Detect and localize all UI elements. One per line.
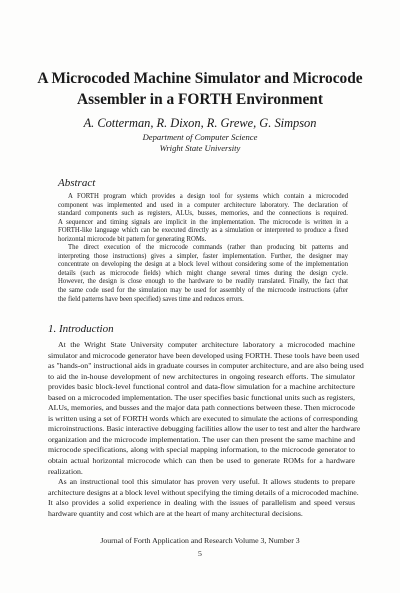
introduction-paragraph — [48, 477, 359, 519]
text-line: provides basic block-level functional control and data-flow simulation for a machine architecture — [48, 382, 355, 392]
text-line: The direct execution of the microcode commands (rather than producing bit patterns and — [68, 244, 348, 252]
text-line: standard components such as registers, ALUs, busses, memories, and the connections is required. — [58, 210, 348, 218]
introduction-paragraph — [48, 340, 364, 477]
text-line: to aid the in-house development of new architectures in ongoing research efforts. The simulator — [48, 371, 355, 381]
text-line: However, the design is close enough to the hardware to be readily translated. Finally, the fact that — [58, 278, 348, 286]
text-line: component was implemented and used in a computer architecture laboratory. The declaration of — [58, 201, 348, 209]
text-line: It also provides a solid experience in dealing with the issues of parallelism and speed versus — [48, 498, 355, 508]
text-line: FORTH-like language which can be executed directly as a simulation or interpreted to produce a fixed — [58, 227, 348, 235]
text-line: horizontal microcode bit pattern for generating ROMs. — [58, 235, 207, 243]
text-line: as "hands-on" instructional aids in graduate courses in computer architecture, and are also being used — [48, 361, 364, 371]
text-line: A sequencer and timing signals are implicit in the implementation. The microcode is written in a — [58, 218, 348, 226]
university: Wright State University — [159, 143, 241, 153]
text-line: based on a microcoded implementation. The user specifies basic functional units such as registers, — [48, 392, 355, 402]
text-line: realization. — [48, 466, 83, 476]
text-line: microinstructions. Basic interactive debugging facilities allow the user to test and alter the hardware — [48, 424, 361, 434]
text-line: ALUs, memories, and busses and the major data path connections between these. Then microcode — [48, 403, 355, 413]
text-line: the same code used for the simulation may be used for assembly of the microcode instructions (after — [58, 287, 348, 295]
title-line: A Microcoded Machine Simulator and Microcode — [37, 70, 363, 87]
text-line: interpreting those instructions) gives a simpler, faster implementation. Further, the designer may — [58, 252, 348, 260]
text-line: obtain actual horizontal microcode which can then be used to generate ROMs for a hardware — [48, 456, 355, 466]
text-line: hardware quantity and cost which are at the heart of many architectural decisions. — [48, 508, 303, 518]
text-line: As an instructional tool this simulator has proven very useful. It allows students to prepare — [58, 477, 355, 487]
text-line: microcode specifications, along with special mapping information, to the microcode generator to — [48, 445, 355, 455]
department: Department of Computer Science — [142, 132, 258, 142]
author-list: A. Cotterman, R. Dixon, R. Grewe, G. Simpson — [83, 116, 317, 130]
page-number: 5 — [198, 549, 202, 558]
text-line: is written using a set of FORTH words which are executed to simulate the actions of corresponding — [48, 413, 358, 423]
abstract-heading: Abstract — [58, 177, 96, 189]
affiliation — [20, 132, 380, 154]
text-line: concentrate on developing the design at a block level without considering some of the implementation — [58, 261, 348, 269]
abstract-paragraph — [58, 244, 348, 304]
introduction-body — [48, 340, 364, 519]
text-line: At the Wright State University computer architecture laboratory a microcoded machine — [58, 340, 355, 349]
text-line: architecture designs at a block level without specifying the timing details of a microcoded machine. — [48, 487, 359, 497]
text-line: details (such as microcode fields) which might change several times during the design cycle. — [58, 269, 348, 277]
introduction-heading: 1. Introduction — [48, 323, 114, 335]
abstract-paragraph — [58, 193, 348, 244]
paper-title — [20, 68, 380, 110]
text-line: A FORTH program which provides a design tool for systems which contain a microcoded — [68, 193, 348, 200]
journal-footer: Journal of Forth Application and Research Volume 3, Number 3 — [100, 536, 300, 545]
abstract-body — [58, 193, 348, 304]
text-line: the field patterns have been specified) saves time and reduces errors. — [58, 295, 244, 303]
title-line: Assembler in a FORTH Environment — [76, 91, 323, 108]
text-line: simulator and microcode generator have been developed using FORTH. These tools have been used — [48, 350, 360, 360]
text-line: organization and the microcode implementation. The user can then present the same machine and — [48, 434, 355, 444]
